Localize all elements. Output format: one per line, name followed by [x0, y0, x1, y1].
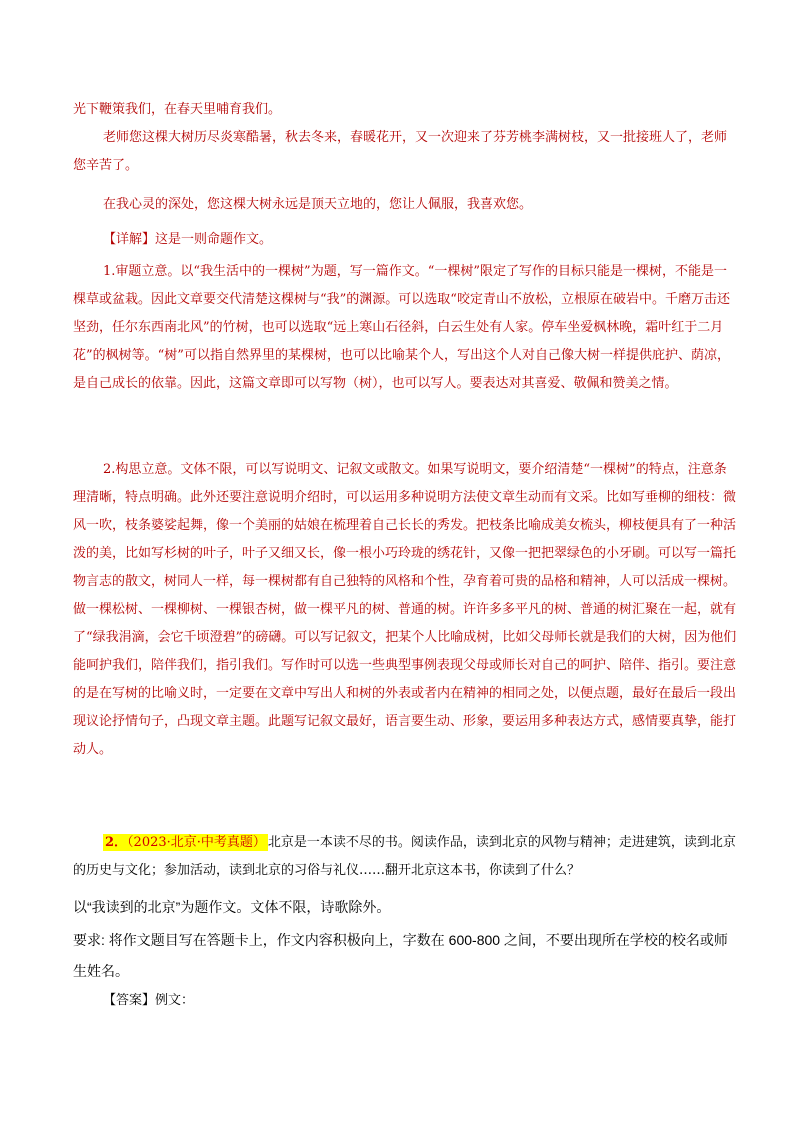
- essay-closing-line: 光下鞭策我们，在春天里哺育我们。: [73, 102, 282, 117]
- question-number: 2．: [105, 835, 128, 850]
- explanation-heading: 【详解】这是一则命题作文。: [103, 232, 273, 247]
- explanation-step-2: 2.构思立意。文体不限，可以写说明文、记叙文或散文。如果写说明文，要介绍清楚“一棵树”的特点，注意条理清晰，特点明确。此外还要注意说明介绍时，可以运用多种说明方法使文章生动而有文采。比如写垂柳的细枝：微风一吹，枝条婆娑起舞，像一个美丽的姑娘在梳理着自己长长的秀发。把枝条比喻成美女梳头，柳枝便具有了一种活泼的美，比如写杉树的叶子，叶子又细又长，像一根小巧玲珑的绣花针，又像一把把翠绿色的小牙刷。可以写一篇托物言志的散文，树同人一样，每一棵树都有自己独特的风格和个性，孕育着可贵的品格和精神，人可以活成一棵树。做一棵松树、一棵柳树、一棵银杏树，做一棵平凡的树、普通的树。许许多多平凡的树、普通的树汇聚在一起，就有了“绿我涓滴，会它千顷澄碧”的磅礴。可以写记叙文，把某个人比喻成树，比如父母师长就是我们的大树，因为他们能呵护我们，陪伴我们，指引我们。写作时可以选一些典型事例表现父母或师长对自己的呵护、陪伴、指引。要注意的是在写树的比喻义时，一定要在文章中写出人和树的外表或者内在精神的相同之处，以便点题，最好在最后一段出现议论抒情句子，凸现文章主题。此题写记叙文最好，语言要生动、形象，要运用多种表达方式，感情要真挚，能打动人。: [73, 462, 737, 757]
- essay-requirements: 要求: 将作文题目写在答题卡上，作文内容积极向上，字数在 600-800 之间，不要出现所在学校的校名或师生姓名。: [73, 932, 728, 979]
- essay-title-instruction: 以“我读到的北京”为题作文。文体不限，诗歌除外。: [73, 899, 391, 915]
- question-prompt: 北京是一本读不尽的书。阅读作品，读到北京的风物与精神；走进建筑，读到北京的历史与文化；参加活动，读到北京的习俗与礼仪……翻开北京这本书，你读到了什么？: [73, 835, 736, 878]
- essay-paragraph-teacher-tree: 老师您这棵大树历尽炎寒酷暑，秋去冬来，春暖花开，又一次迎来了芬芳桃李满树枝，又一批接班人了，老师您辛苦了。: [73, 130, 728, 173]
- essay-paragraph-admiration: 在我心灵的深处，您这棵大树永远是顶天立地的，您让人佩服，我喜欢您。: [103, 197, 533, 212]
- question-2: [73, 829, 739, 885]
- question-source: （2023·北京·中考真题）: [127, 835, 266, 850]
- explanation-step-1: 1.审题立意。以“我生活中的一棵树”为题，写一篇作文。“一棵树”限定了写作的目标只能是一棵树，不能是一棵草或盆栽。因此文章要交代清楚这棵树与“我”的渊源。可以选取“咬定青山不放松，立根原在破岩中。千磨万击还坚劲，任尔东西南北风”的竹树，也可以选取“远上寒山石径斜，白云生处有人家。停车坐爱枫林晚，霜叶红于二月花”的枫树等。“树”可以指自然界里的某棵树，也可以比喻某个人，写出这个人对自己像大树一样提供庇护、荫凉，是自己成长的依靠。因此，这篇文章即可以写物（树），也可以写人。要表达对其喜爱、敬佩和赞美之情。: [73, 264, 730, 391]
- question-source-highlight: [103, 834, 268, 851]
- answer-heading: 【答案】例文：: [103, 993, 195, 1008]
